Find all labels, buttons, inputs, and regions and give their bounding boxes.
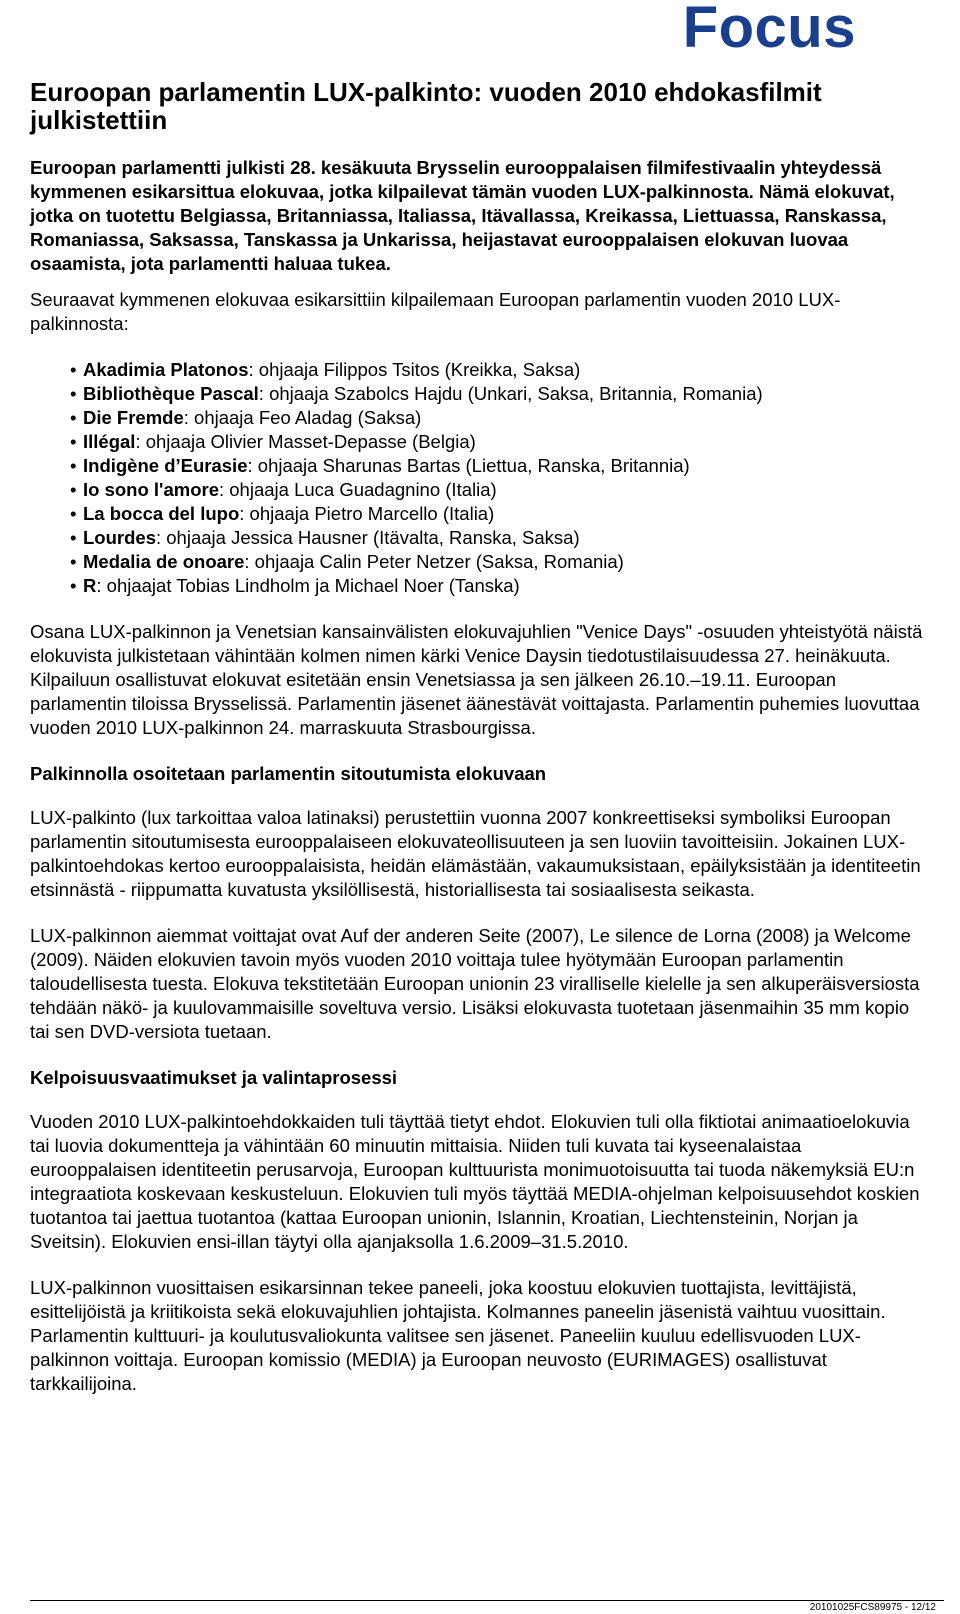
venice-paragraph: Osana LUX-palkinnon ja Venetsian kansainvälisten elokuvajuhlien "Venice Days" -osuuden yhteistyötä näistä elokuvista julkistetaan vähintään kolmen nimen kärki Venice Daysin tiedotustilaisuudessa 27. heinäkuuta. Kilpailuun osallistuvat elokuvat esitetään ensin Venetsiassa ja sen jälkeen 26.10.–19.11. Euroopan parlamentin tiloissa Brysselissä. Parlamentin jäsenet äänestävät voittajasta. Parlamentin puhemies luovuttaa vuoden 2010 LUX-palkinnon 24. marraskuuta Strasbourgissa. [30,621,923,738]
list-item [70,454,930,478]
film-details: : ohjaaja Pietro Marcello (Italia) [239,503,495,524]
list-item [70,574,930,598]
film-details: : ohjaaja Filippos Tsitos (Kreikka, Saksa) [248,359,581,380]
list-item [70,430,930,454]
panel-paragraph: LUX-palkinnon vuosittaisen esikarsinnan tekee paneeli, joka koostuu elokuvien tuottajista, levittäjistä, esittelijöistä ja kriitikoista sekä elokuvajuhlien johtajista. Kolmannes paneelin jäsenistä vaihtuu vuosittain. Parlamentin kulttuuri- ja koulutusvaliokunta valitsee sen jäsenet. Paneeliin kuuluu edellisvuoden LUX-palkinnon voittaja. Euroopan komissio (MEDIA) ja Euroopan neuvosto (EURIMAGES) osallistuvat tarkkailijoina. [30,1277,886,1394]
article-lead: Euroopan parlamentti julkisti 28. kesäkuuta Brysselin eurooppalaisen filmifestivaalin yhteydessä kymmenen esikarsittua elokuvaa, jotka kilpailevat tämän vuoden LUX-palkinnosta. Nämä elokuvat, jotka on tuotettu Belgiassa, Britanniassa, Italiassa, Itävallassa, Kreikassa, Liettuassa, Ranskassa, Romaniassa, Saksassa, Tanskassa ja Unkarissa, heijastavat eurooppalaisen elokuvan luovaa osaamista, jota parlamentti haluaa tukea. [30,157,895,274]
film-title: Lourdes [83,527,156,548]
film-details: : ohjaaja Feo Aladag (Saksa) [183,407,422,428]
film-title: Bibliothèque Pascal [83,383,259,404]
bullet: • [70,431,77,452]
winners-paragraph: LUX-palkinnon aiemmat voittajat ovat Auf der anderen Seite (2007), Le silence de Lorna (2008) ja Welcome (2009). Näiden elokuvien tavoin myös vuoden 2010 voittaja tulee hyötymään Euroopan parlamentin taloudellisesta tuesta. Elokuva tekstitetään Euroopan unionin 23 viralliselle kielelle ja sen alkuperäisversiosta tehdään näkö- ja kuulovammaisille soveltuva versio. Lisäksi elokuvasta tuotetaan jäsenmaihin 35 mm kopio tai sen DVD-versiota tuetaan. [30,925,920,1042]
document-reference: 20101025FCS89975 - 12/12 [809,1602,936,1613]
film-list [70,358,930,598]
film-details: : ohjaaja Calin Peter Netzer (Saksa, Romania) [244,551,624,572]
focus-logo: Focus [682,0,856,60]
bullet: • [70,359,77,380]
film-details: : ohjaajat Tobias Lindholm ja Michael Noer (Tanska) [96,575,520,596]
list-item [70,382,930,406]
film-title: Die Fremde [83,407,184,428]
film-title: Medalia de onoare [83,551,245,572]
section-heading-commitment: Palkinnolla osoitetaan parlamentin sitoutumista elokuvaan [30,763,547,784]
bullet: • [70,527,77,548]
footer-divider [30,1600,944,1601]
list-item [70,358,930,382]
list-item [70,502,930,526]
film-title: R [83,575,97,596]
films-intro: Seuraavat kymmenen elokuvaa esikarsittiin kilpailemaan Euroopan parlamentin vuoden 2010 LUX-palkinnosta: [30,289,841,334]
bullet: • [70,407,77,428]
list-item [70,478,930,502]
article-title: Euroopan parlamentin LUX-palkinto: vuoden 2010 ehdokasfilmit julkistettiin [30,77,822,135]
bullet: • [70,383,77,404]
film-title: Illégal [83,431,136,452]
film-details: : ohjaaja Sharunas Bartas (Liettua, Ranska, Britannia) [247,455,690,476]
film-details: : ohjaaja Jessica Hausner (Itävalta, Ranska, Saksa) [155,527,580,548]
bullet: • [70,455,77,476]
film-title: Akadimia Platonos [83,359,249,380]
film-title: La bocca del lupo [83,503,240,524]
list-item [70,406,930,430]
section-heading-eligibility: Kelpoisuusvaatimukset ja valintaprosessi [30,1067,398,1088]
film-details: : ohjaaja Szabolcs Hajdu (Unkari, Saksa, Britannia, Romania) [258,383,763,404]
bullet: • [70,479,77,500]
film-title: Io sono l'amore [83,479,219,500]
list-item [70,526,930,550]
list-item [70,550,930,574]
bullet: • [70,503,77,524]
film-title: Indigène d’Eurasie [83,455,248,476]
film-details: : ohjaaja Olivier Masset-Depasse (Belgia) [135,431,476,452]
film-details: : ohjaaja Luca Guadagnino (Italia) [218,479,497,500]
founded-paragraph: LUX-palkinto (lux tarkoittaa valoa latinaksi) perustettiin vuonna 2007 konkreettiseksi symboliksi Euroopan parlamentin sitoutumisesta eurooppalaiseen elokuvateollisuuteen ja sen luoviin tavoitteisiin. Jokainen LUX-palkintoehdokas kertoo eurooppalaisista, heidän elämästään, vakaumuksistaan, epäilyksistään ja identiteetin etsinnästä - riippumatta kuvatusta yksilöllisestä, historiallisesta tai sosiaalisesta seikasta. [30,807,921,900]
bullet: • [70,575,77,596]
article [30,78,930,1418]
criteria-paragraph: Vuoden 2010 LUX-palkintoehdokkaiden tuli täyttää tietyt ehdot. Elokuvien tuli olla fiktiotai animaatioelokuvia tai luovia dokumentteja ja vähintään 60 minuutin mittaisia. Niiden tuli kuvata tai kyseenalaistaa eurooppalaisen identiteetin perusarvoja, Euroopan kulttuurista monimuotoisuutta tai tuoda näkemyksiä EU:n integraatiota koskevaan keskusteluun. Elokuvien tuli myös täyttää MEDIA-ohjelman kelpoisuusehdot koskien tuotantoa tai jaettua tuotantoa (kattaa Euroopan unionin, Islannin, Kroatian, Liechtensteinin, Norjan ja Sveitsin). Elokuvien ensi-illan täytyi olla ajanjaksolla 1.6.2009–31.5.2010. [30,1111,920,1252]
bullet: • [70,551,77,572]
